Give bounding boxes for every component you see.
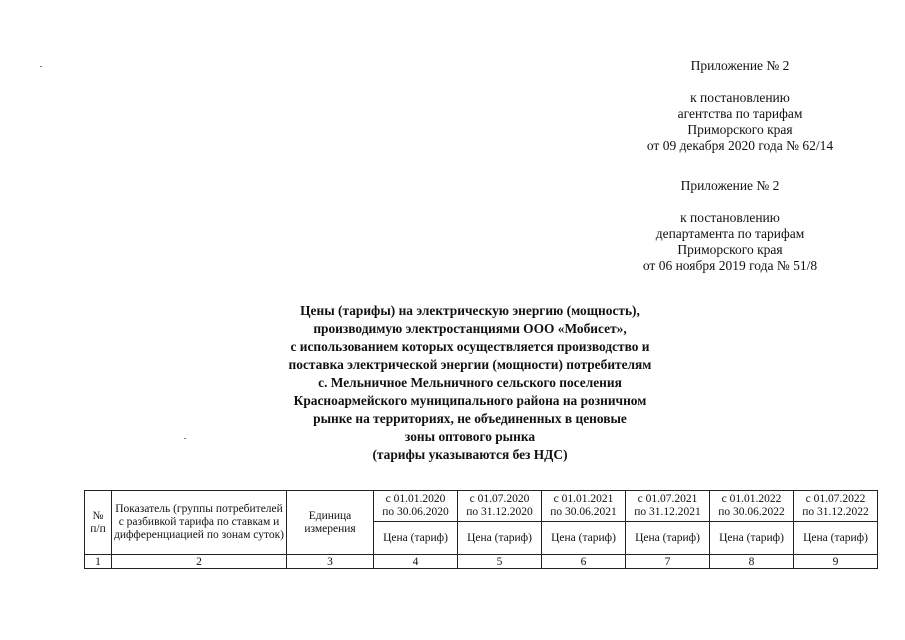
header-period: с 01.01.2021 по 30.06.2021	[542, 491, 626, 522]
appendix-line: к постановлению	[690, 90, 790, 105]
header-price: Цена (тариф)	[542, 522, 626, 555]
index-cell: 8	[710, 555, 794, 569]
index-cell: 7	[626, 555, 710, 569]
appendix-line: от 06 ноября 2019 года № 51/8	[642, 258, 818, 273]
title-line: Красноармейского муниципального района на розничном	[293, 393, 647, 408]
title-line: Цены (тарифы) на электрическую энергию (мощность),	[300, 303, 640, 318]
title-line: с. Мельничное Мельничного сельского поселения	[318, 375, 622, 390]
header-indicator: Показатель (группы потребителей с разбивкой тарифа по ставкам и дифференциацией по зонам суток)	[112, 491, 287, 555]
title-line: рынке на территориях, не объединенных в ценовые	[313, 411, 627, 426]
scan-speck	[184, 438, 186, 439]
index-cell: 2	[112, 555, 287, 569]
title-line: поставка электрической энергии (мощности) потребителям	[288, 357, 652, 372]
title-line: зоны оптового рынка	[404, 429, 536, 444]
header-price: Цена (тариф)	[710, 522, 794, 555]
document-title	[240, 302, 700, 464]
appendix-line: Приморского края	[687, 122, 793, 137]
appendix-line: от 09 декабря 2020 года № 62/14	[646, 138, 834, 153]
appendix-title: Приложение № 2	[680, 178, 780, 193]
tariff-table	[84, 490, 878, 569]
header-unit: Единица измерения	[287, 491, 374, 555]
table-index-row	[85, 555, 878, 569]
scan-speck	[40, 66, 42, 67]
title-line: (тарифы указываются без НДС)	[372, 447, 568, 462]
appendix-current	[610, 58, 870, 154]
table-header-row	[85, 491, 878, 522]
index-cell: 5	[458, 555, 542, 569]
appendix-line: агентства по тарифам	[677, 106, 803, 121]
appendix-line: к постановлению	[680, 210, 780, 225]
header-price: Цена (тариф)	[458, 522, 542, 555]
appendix-line: департамента по тарифам	[655, 226, 805, 241]
header-period: с 01.01.2022 по 30.06.2022	[710, 491, 794, 522]
header-price: Цена (тариф)	[794, 522, 878, 555]
appendix-title: Приложение № 2	[690, 58, 790, 73]
appendix-line: Приморского края	[677, 242, 783, 257]
title-line: с использованием которых осуществляется производство и	[290, 339, 650, 354]
header-number: № п/п	[85, 491, 112, 555]
header-period: с 01.07.2020 по 31.12.2020	[458, 491, 542, 522]
title-line: производимую электростанциями ООО «Мобисет»,	[313, 321, 627, 336]
index-cell: 9	[794, 555, 878, 569]
header-period: с 01.07.2021 по 31.12.2021	[626, 491, 710, 522]
header-period: с 01.01.2020 по 30.06.2020	[374, 491, 458, 522]
index-cell: 6	[542, 555, 626, 569]
header-price: Цена (тариф)	[626, 522, 710, 555]
index-cell: 3	[287, 555, 374, 569]
appendix-previous	[600, 178, 860, 274]
index-cell: 1	[85, 555, 112, 569]
header-price: Цена (тариф)	[374, 522, 458, 555]
index-cell: 4	[374, 555, 458, 569]
header-period: с 01.07.2022 по 31.12.2022	[794, 491, 878, 522]
